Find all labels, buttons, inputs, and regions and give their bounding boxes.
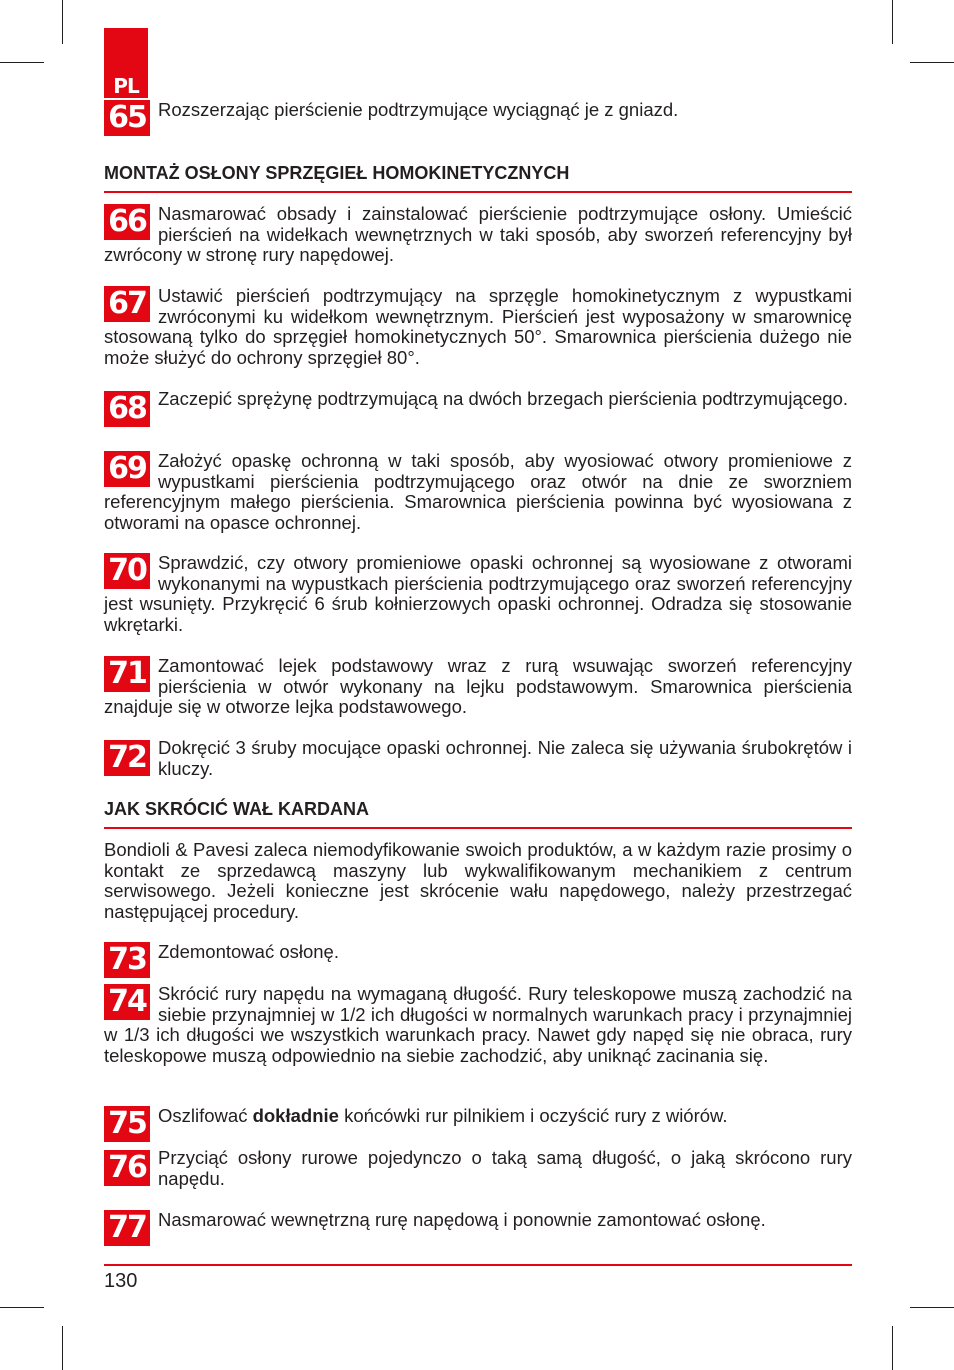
step-number: 74: [104, 984, 150, 1020]
step-text: Założyć opaskę ochronną w taki sposób, aby wyosiować otwory promieniowe z wypustkami pierścienia podtrzymującego oraz otwór na dnie ze sworzniem referencyjnym małego pierścienia. Smarownica pierścienia powinna być wyosiowana z otworami na opasce ochronnej.: [104, 450, 852, 533]
section-divider: [104, 827, 852, 829]
step-number: 68: [104, 391, 150, 427]
step-text: [104, 1106, 852, 1127]
step-number: 73: [104, 942, 150, 978]
step-number: 70: [104, 553, 150, 589]
step-number: 72: [104, 740, 150, 776]
step-text: Przyciąć osłony rurowe pojedynczo o taką samą długość, o jaką skrócono rury napędu.: [158, 1147, 852, 1189]
step-text: Rozszerzając pierścienie podtrzymujące wyciągnąć je z gniazd.: [158, 99, 679, 120]
step-75: [104, 1106, 852, 1146]
step-number: 67: [104, 286, 150, 322]
step-number: 69: [104, 451, 150, 487]
step-65: [104, 100, 852, 140]
page-number: 130: [104, 1270, 138, 1292]
crop-mark: [910, 1307, 954, 1308]
step-77: [104, 1210, 852, 1250]
step-text: Nasmarować wewnętrzną rurę napędową i ponownie zamontować osłonę.: [158, 1209, 766, 1230]
step-text: Ustawić pierścień podtrzymujący na sprzęgle homokinetycznym z wypustkami zwróconymi ku widełkom wewnętrznym. Pierścień jest wyposażony w smarownicę stosowaną tylko do sprzęgieł homokinetycznych 50°. Smarownica pierścienia dużego nie może służyć do ochrony sprzęgieł 80°.: [104, 285, 852, 368]
step-number: 76: [104, 1150, 150, 1186]
crop-mark: [0, 1307, 44, 1308]
step-number: 75: [104, 1106, 150, 1142]
step-text: Nasmarować obsady i zainstalować pierścienie podtrzymujące osłony. Umieścić pierścień na widełkach wewnętrznych w taki sposób, aby sworzeń referencyjny był zwrócony w stronę rury napędowej.: [104, 203, 852, 266]
step-text-end: końcówki rur pilnikiem i oczyścić rury z wiórów.: [338, 1105, 728, 1126]
step-67: [104, 286, 852, 368]
crop-mark: [910, 62, 954, 63]
footer-divider: [104, 1264, 852, 1266]
step-text: Zaczepić sprężynę podtrzymującą na dwóch brzegach pierścienia podtrzymującego.: [158, 388, 848, 409]
step-text: Dokręcić 3 śruby mocujące opaski ochronnej. Nie zaleca się używania śrubokrętów i kluczy.: [158, 737, 852, 779]
section-divider: [104, 191, 852, 193]
crop-mark: [892, 0, 893, 44]
section-title-shorten: JAK SKRÓCIĆ WAŁ KARDANA: [104, 799, 369, 819]
step-number: 71: [104, 656, 150, 692]
emphasis-text: dokładnie: [252, 1105, 339, 1126]
step-text: Zdemontować osłonę.: [158, 941, 339, 962]
step-73: [104, 942, 852, 982]
crop-mark: [892, 1326, 893, 1370]
step-text-start: Oszlifować: [158, 1105, 253, 1126]
step-number: 66: [104, 204, 150, 240]
step-text: Sprawdzić, czy otwory promieniowe opaski ochronnej są wyosiowane z otworami wykonanymi na wypustkach pierścienia podtrzymującego oraz sworzeń referencyjny jest wsunięty. Przykręcić 6 śrub kołnierzowych opaski ochronnej. Odradza się stosowanie wkrętarki.: [104, 552, 852, 635]
step-70: [104, 553, 852, 635]
step-71: [104, 656, 852, 718]
step-69: [104, 451, 852, 533]
step-text: Skrócić rury napędu na wymaganą długość. Rury teleskopowe muszą zachodzić na siebie przynajmniej w 1/2 ich długości w normalnych warunkach pracy i przynajmniej w 1/3 ich długości we wszystkich warunkach pracy. Nawet gdy napęd się nie obraca, rury teleskopowe muszą odpowiednio na siebie zachodzić, aby uniknąć zacinania się.: [104, 983, 852, 1066]
step-text: Zamontować lejek podstawowy wraz z rurą wsuwając sworzeń referencyjny pierścienia w otwór wykonany na lejku podstawowym. Smarownica pierścienia znajduje się w otworze lejka podstawowego.: [104, 655, 852, 718]
language-tab: PL: [104, 28, 148, 98]
step-number: 77: [104, 1210, 150, 1246]
step-72: [104, 738, 852, 779]
step-68: [104, 389, 852, 429]
step-76: [104, 1148, 852, 1189]
step-74: [104, 984, 852, 1066]
step-66: [104, 204, 852, 266]
step-number: 65: [104, 100, 150, 136]
section-intro: Bondioli & Pavesi zaleca niemodyfikowanie swoich produktów, a w każdym razie prosimy o kontakt ze sprzedawcą maszyny lub wykwalifikowanym mechanikiem z centrum serwisowego. Jeżeli konieczne jest skrócenie wału napędowego, należy przestrzegać następującej procedury.: [104, 839, 852, 922]
section-title-cv-guard: MONTAŻ OSŁONY SPRZĘGIEŁ HOMOKINETYCZNYCH: [104, 163, 570, 183]
crop-mark: [0, 62, 44, 63]
crop-mark: [62, 0, 63, 44]
crop-mark: [62, 1326, 63, 1370]
